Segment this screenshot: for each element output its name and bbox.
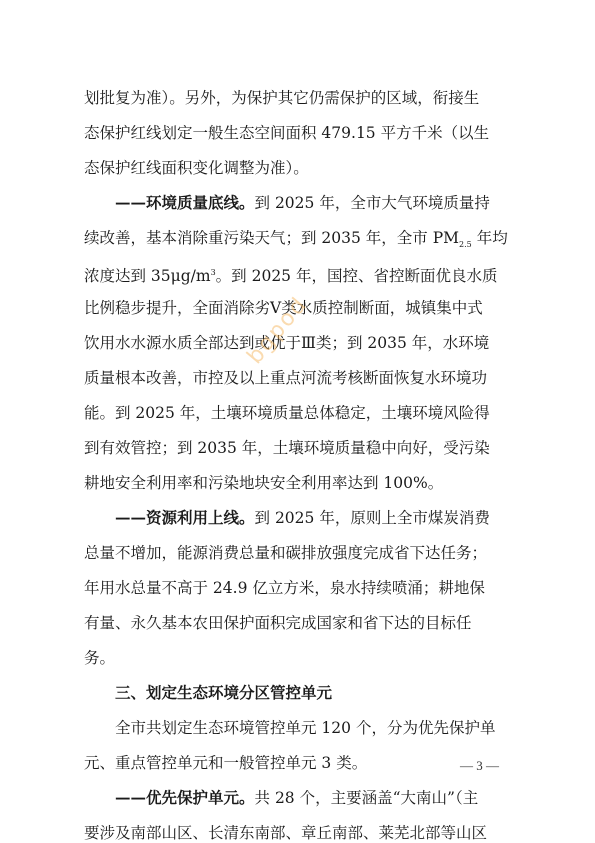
text: 元、重点管控单元和一般管控单元 3 类。 [84,754,368,772]
paragraph-line [0,333,595,353]
text: 到 2025 年，原则上全市煤炭消费 [254,509,490,527]
paragraph-line [0,508,595,528]
heading-text: 三、划定生态环境分区管控单元 [115,684,333,702]
paragraph-line [0,228,595,255]
text: 全市共划定生态环境管控单元 120 个，分为优先保护单 [115,719,496,737]
lead-phrase: ——优先保护单元。 [115,788,255,807]
text: 。到 2025 年，国控、省控断面优良水质 [215,267,498,286]
text: 态保护红线面积变化调整为准）。 [84,159,309,177]
paragraph-line [0,403,595,423]
lead-phrase: ——资源利用上线。 [115,508,255,527]
text: 续改善，基本消除重污染天气；到 2035 年，全市 PM [84,229,460,247]
paragraph-line [0,438,595,458]
lead-phrase: ——环境质量底线。 [115,193,255,212]
text: 比例稳步提升，全面消除劣Ⅴ类水质控制断面，城镇集中式 [84,299,483,317]
text: 划批复为准）。另外，为保护其它仍需保护的区域，衔接生 [84,89,480,107]
subscript: 2.5 [459,240,472,250]
paragraph-line [0,193,595,213]
text: 耕地安全利用率和污染地块安全利用率达到 100%。 [84,474,444,492]
superscript: 3 [210,268,216,277]
paragraph-line [0,613,595,633]
paragraph-line [0,368,595,388]
paragraph-line [0,823,595,843]
section-heading [0,683,595,703]
text: 能。到 2025 年，土壤环境质量总体稳定，土壤环境风险得 [84,404,490,422]
text: 共 28 个，主要涵盖“大南山”（主 [254,789,479,807]
paragraph-line [0,263,595,286]
paragraph-line [0,648,595,668]
text: 有量、永久基本农田保护面积完成国家和省下达的目标任 [84,614,472,632]
text: 到有效管控；到 2035 年，土壤环境质量稳中向好，受污染 [84,439,490,457]
text: 到 2025 年，全市大气环境质量持 [254,194,490,212]
paragraph-line [0,788,595,808]
paragraph-line [0,543,595,563]
paragraph-line [0,88,595,108]
text: 务。 [84,649,116,667]
text: 年用水总量不高于 24.9 亿立方米，泉水持续喷涌；耕地保 [84,579,485,597]
watermark: bgpod [242,292,313,369]
paragraph-line [0,753,595,773]
paragraph-line [0,123,595,143]
text: 年均 [471,229,508,247]
text: 态保护红线划定一般生态空间面积 479.15 平方千米（以生 [84,124,490,142]
text: 要涉及南部山区、长清东南部、章丘南部、莱芜北部等山区 [84,824,488,842]
paragraph-line [0,718,595,738]
text: 浓度达到 35μg/m [84,267,211,286]
text: 总量不增加，能源消费总量和碳排放强度完成省下达任务； [84,544,488,562]
text: 饮用水水源水质全部达到或优于Ⅲ类；到 2035 年，水环境 [84,334,490,352]
paragraph-line [0,578,595,598]
text: 质量根本改善，市控及以上重点河流考核断面恢复水环境功 [84,369,488,387]
page-number: — 3 — [460,758,499,773]
paragraph-line [0,473,595,493]
paragraph-line [0,158,595,178]
